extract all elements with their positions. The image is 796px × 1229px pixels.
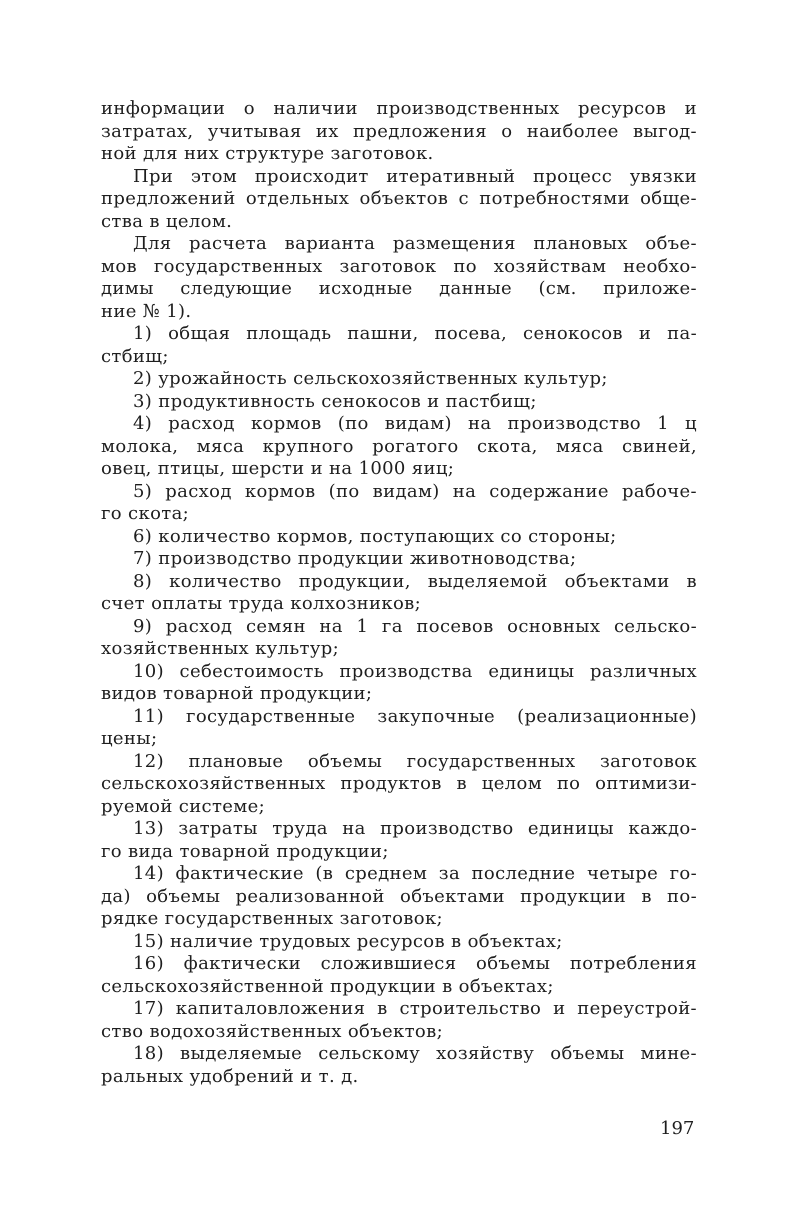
list-item-10 xyxy=(101,661,697,706)
list-item-2 xyxy=(101,368,697,391)
text-line: предложений отдельных объектов с потребностями обще- xyxy=(101,188,697,209)
text-line: Для расчета варианта размещения плановых объе- xyxy=(133,233,697,254)
text-line: затратах, учитывая их предложения о наиболее выгод- xyxy=(101,120,697,142)
text-line: го скота; xyxy=(101,503,190,524)
text-line: 7) производство продукции животноводства; xyxy=(133,548,577,569)
text-line: го вида товарной продукции; xyxy=(101,840,389,862)
text-line: да) объемы реализованной объектами продукции в по- xyxy=(101,885,697,907)
text-line: 2) урожайность сельскохозяйственных культур; xyxy=(133,368,608,389)
list-item-6 xyxy=(101,526,697,549)
text-line: сельскохозяйственной продукции в объектах; xyxy=(101,975,554,997)
list-item-14 xyxy=(101,863,697,931)
text-line: 16) фактически сложившиеся объемы потребления xyxy=(133,953,697,974)
page-number: 197 xyxy=(660,1118,695,1139)
list-item-13 xyxy=(101,818,697,863)
text-line: При этом происходит итеративный процесс увязки xyxy=(133,165,697,187)
text-line: 13) затраты труда на производство единицы каждо- xyxy=(133,818,697,839)
text-line: 10) себестоимость производства единицы различных xyxy=(133,660,697,682)
text-line: 1) общая площадь пашни, посева, сенокосов и па- xyxy=(133,323,697,344)
list-item-1 xyxy=(101,323,697,368)
text-line: цены; xyxy=(101,728,158,749)
text-line: ние № 1). xyxy=(101,300,192,322)
list-item-12 xyxy=(101,751,697,819)
text-line: ральных удобрений и т. д. xyxy=(101,1065,359,1087)
text-line: 15) наличие трудовых ресурсов в объектах; xyxy=(133,930,563,952)
text-line: ства в целом. xyxy=(101,210,233,232)
text-line: 14) фактические (в среднем за последние четыре го- xyxy=(133,863,697,884)
text-line: 6) количество кормов, поступающих со стороны; xyxy=(133,525,617,547)
text-line: димы следующие исходные данные (см. приложе- xyxy=(101,278,697,299)
text-line: ство водохозяйственных объектов; xyxy=(101,1020,444,1042)
paragraph-3 xyxy=(101,233,697,323)
text-line: 3) продуктивность сенокосов и пастбищ; xyxy=(133,390,537,412)
list-item-17 xyxy=(101,998,697,1043)
list-item-16 xyxy=(101,953,697,998)
paragraph-2 xyxy=(101,166,697,234)
text-line: 12) плановые объемы государственных заготовок xyxy=(133,750,697,772)
text-line: хозяйственных культур; xyxy=(101,638,340,659)
text-line: 8) количество продукции, выделяемой объектами в xyxy=(133,570,697,592)
list-item-18 xyxy=(101,1043,697,1088)
text-line: информации о наличии производственных ресурсов и xyxy=(101,98,697,119)
text-line: молока, мяса крупного рогатого скота, мяса свиней, xyxy=(101,435,697,457)
page-text xyxy=(101,98,697,1088)
list-item-8 xyxy=(101,571,697,616)
list-item-9 xyxy=(101,616,697,661)
list-item-15 xyxy=(101,931,697,954)
text-line: 17) капиталовложения в строительство и переустрой- xyxy=(133,998,697,1019)
text-line: счет оплаты труда колхозников; xyxy=(101,593,422,614)
list-item-11 xyxy=(101,706,697,751)
text-line: 18) выделяемые сельскому хозяйству объемы мине- xyxy=(133,1043,697,1064)
text-line: видов товарной продукции; xyxy=(101,683,373,704)
text-line: овец, птицы, шерсти и на 1000 яиц; xyxy=(101,458,455,479)
text-line: 4) расход кормов (по видам) на производство 1 ц xyxy=(133,413,697,434)
list-item-5 xyxy=(101,481,697,526)
list-item-3 xyxy=(101,391,697,414)
text-line: 9) расход семян на 1 га посевов основных сельско- xyxy=(133,615,697,637)
paragraph-1 xyxy=(101,98,697,166)
list-item-7 xyxy=(101,548,697,571)
text-line: стбищ; xyxy=(101,345,169,367)
text-line: мов государственных заготовок по хозяйствам необхо- xyxy=(101,255,697,277)
text-line: рядке государственных заготовок; xyxy=(101,908,443,929)
text-line: ной для них структуре заготовок. xyxy=(101,143,434,164)
text-line: руемой системе; xyxy=(101,795,266,817)
list-item-4 xyxy=(101,413,697,481)
text-line: сельскохозяйственных продуктов в целом по оптимизи- xyxy=(101,773,697,794)
text-line: 11) государственные закупочные (реализационные) xyxy=(133,705,697,727)
text-line: 5) расход кормов (по видам) на содержание рабоче- xyxy=(133,480,697,502)
